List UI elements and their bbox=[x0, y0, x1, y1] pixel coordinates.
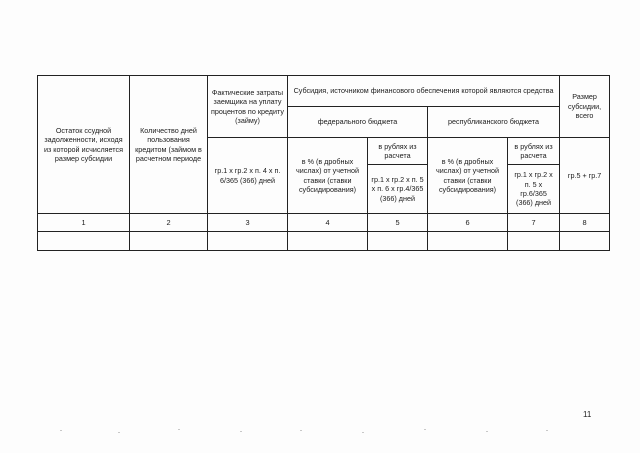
scan-dot bbox=[178, 429, 180, 430]
empty-cell bbox=[428, 232, 508, 251]
scan-dot bbox=[424, 429, 426, 430]
formula-col8: гр.5 + гр.7 bbox=[560, 138, 610, 214]
header-days-count: Количество дней пользования кредитом (займом в расчетном периоде bbox=[130, 76, 208, 214]
formula-col5: гр.1 х гр.2 х п. 5 х п. 6 х гр.4/365 (366) дней bbox=[371, 174, 424, 203]
column-number: 4 bbox=[288, 214, 368, 232]
scan-dot bbox=[60, 430, 62, 431]
scan-dot bbox=[362, 432, 364, 433]
column-number-row bbox=[38, 214, 610, 232]
column-number: 7 bbox=[508, 214, 560, 232]
formula-col3: гр.1 х гр.2 х п. 4 х п. 6/365 (366) дней bbox=[208, 138, 288, 214]
scan-dot bbox=[546, 430, 548, 431]
header-republican-percent: в % (в дробных числах) от учетной ставки (ставки субсидирования) bbox=[428, 138, 508, 214]
scan-artifacts bbox=[0, 428, 640, 442]
scan-dot bbox=[486, 431, 488, 432]
column-number: 6 bbox=[428, 214, 508, 232]
header-subsidy-total: Размер субсидии, всего bbox=[560, 76, 610, 138]
scan-dot bbox=[240, 431, 242, 432]
header-republican-budget: республиканского бюджета bbox=[428, 107, 560, 138]
empty-cell bbox=[508, 232, 560, 251]
empty-cell bbox=[368, 232, 428, 251]
empty-data-row bbox=[38, 232, 610, 251]
subsidy-calculation-table bbox=[37, 75, 610, 251]
header-federal-budget: федерального бюджета bbox=[288, 107, 428, 138]
column-number: 1 bbox=[38, 214, 130, 232]
federal-rubles-cell bbox=[368, 138, 428, 214]
header-loan-balance: Остаток ссудной задолженности, исходя из которой исчисляется размер субсидии bbox=[38, 76, 130, 214]
empty-cell bbox=[130, 232, 208, 251]
header-federal-rubles: в рублях из расчета bbox=[368, 138, 427, 165]
column-number: 3 bbox=[208, 214, 288, 232]
column-number: 5 bbox=[368, 214, 428, 232]
column-number: 2 bbox=[130, 214, 208, 232]
header-subsidy-sources: Субсидия, источником финансового обеспечения которой являются средства bbox=[288, 76, 560, 107]
header-federal-percent: в % (в дробных числах) от учетной ставки (ставки субсидирования) bbox=[288, 138, 368, 214]
empty-cell bbox=[560, 232, 610, 251]
header-actual-costs: Фактические затраты заемщика на уплату процентов по кредиту (займу) bbox=[208, 76, 288, 138]
formula-col7: гр.1 х гр.2 х п. 5 х гр.6/365 (366) дней bbox=[514, 170, 553, 208]
empty-cell bbox=[288, 232, 368, 251]
republican-rubles-cell bbox=[508, 138, 560, 214]
page-number: 11 bbox=[583, 410, 592, 419]
empty-cell bbox=[208, 232, 288, 251]
empty-cell bbox=[38, 232, 130, 251]
scan-dot bbox=[300, 430, 302, 431]
column-number: 8 bbox=[560, 214, 610, 232]
scan-dot bbox=[118, 432, 120, 433]
header-republican-rubles: в рублях из расчета bbox=[508, 138, 559, 165]
